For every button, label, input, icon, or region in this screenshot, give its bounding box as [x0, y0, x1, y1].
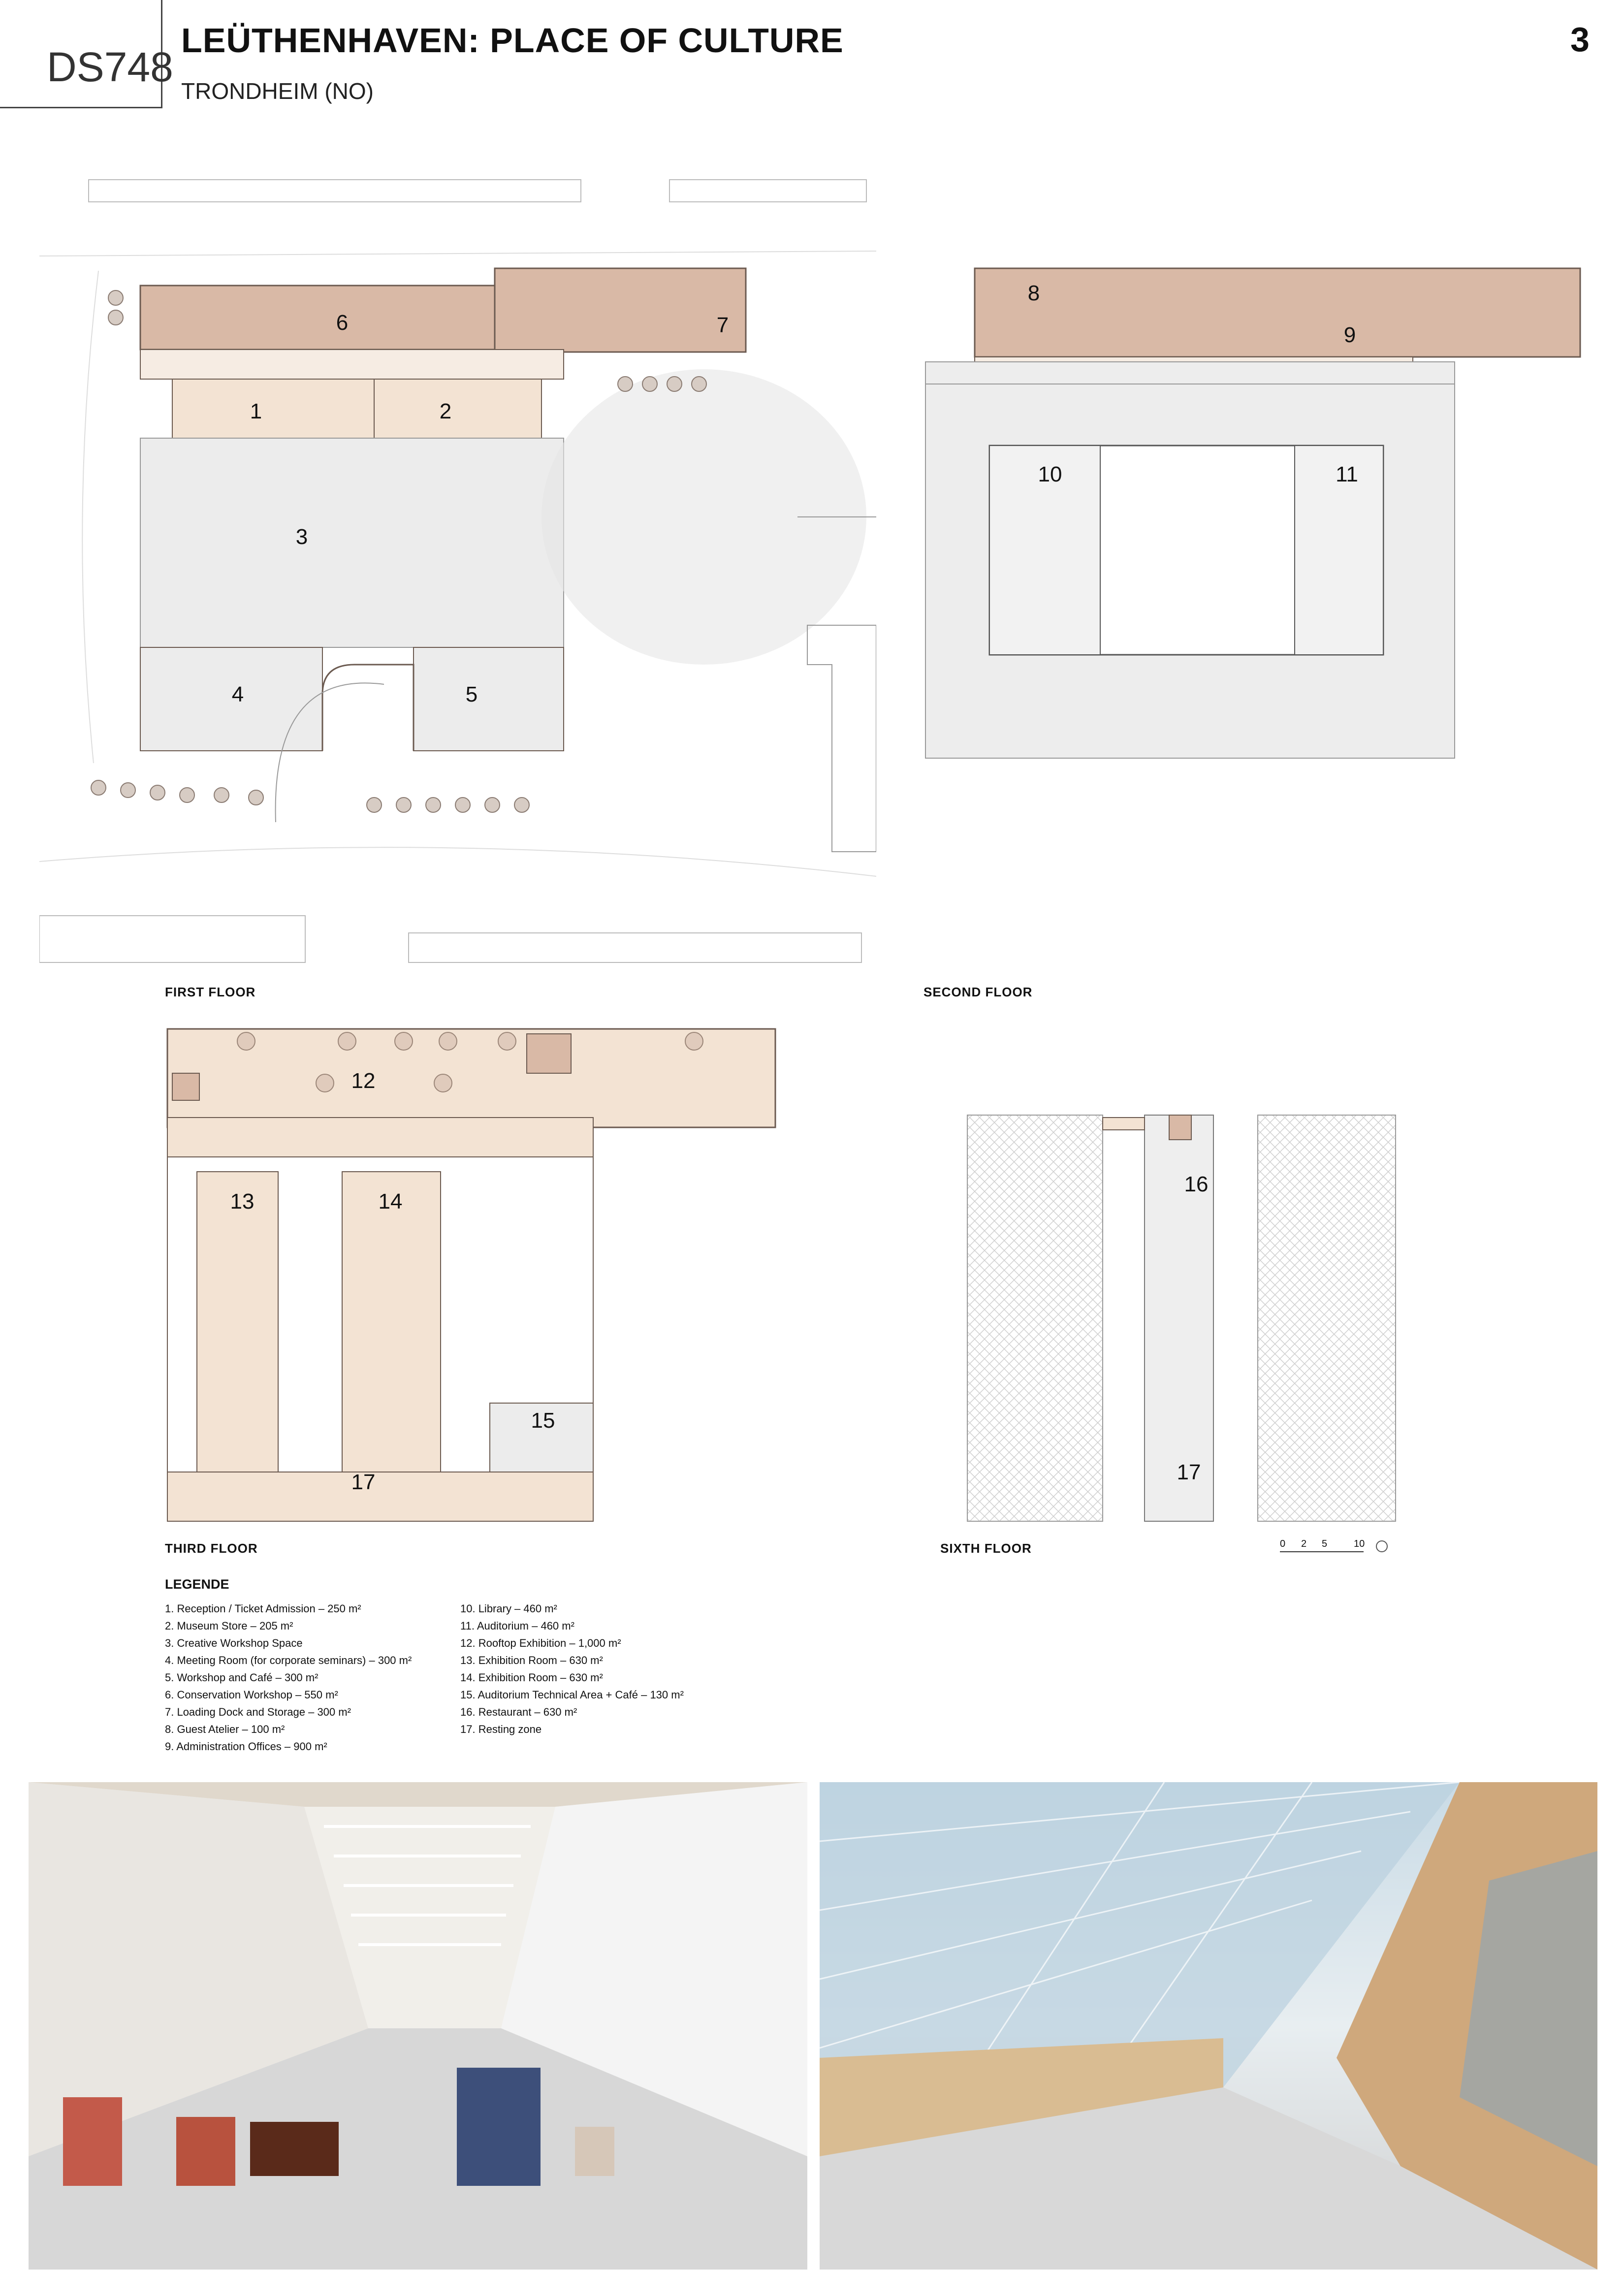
first-floor-plan [39, 172, 876, 970]
room-num-16: 16 [1184, 1172, 1209, 1196]
legend-item: 5. Workshop and Café – 300 m² [165, 1671, 318, 1684]
north-arrow-icon [1376, 1540, 1388, 1552]
third-floor-label: THIRD FLOOR [165, 1541, 258, 1556]
third-floor-plan [158, 1019, 788, 1531]
first-floor-label: FIRST FLOOR [165, 985, 256, 999]
scale-tick-0: 0 [1280, 1538, 1286, 1549]
legend-item: 6. Conservation Workshop – 550 m² [165, 1689, 338, 1701]
room-num-10: 10 [1038, 462, 1062, 486]
legend-item: 16. Restaurant – 630 m² [460, 1706, 577, 1718]
roof-hatch-left [967, 1115, 1103, 1521]
room-num-14: 14 [378, 1189, 403, 1214]
room-9-block [975, 268, 1580, 357]
room-14-block [342, 1172, 441, 1472]
second-floor-plan [916, 261, 1585, 768]
room-num-17-sixth: 17 [1177, 1460, 1201, 1484]
legend-item: 11. Auditorium – 460 m² [460, 1620, 574, 1632]
legend-item: 1. Reception / Ticket Admission – 250 m² [165, 1602, 361, 1615]
room-num-15: 15 [531, 1408, 555, 1433]
room-num-11: 11 [1336, 462, 1358, 486]
room-num-9: 9 [1343, 323, 1356, 347]
room-17-block [167, 1472, 593, 1521]
legend-item: 2. Museum Store – 205 m² [165, 1620, 293, 1632]
legend-title: LEGENDE [165, 1577, 229, 1592]
legend-right-column [460, 1600, 684, 1738]
scale-bar [1280, 1538, 1393, 1553]
legend-left-column [165, 1600, 412, 1755]
room-num-17-third: 17 [351, 1470, 376, 1494]
legend-item: 4. Meeting Room (for corporate seminars) – 300 m² [165, 1654, 412, 1666]
room-num-8: 8 [1027, 281, 1040, 305]
scale-tick-2: 2 [1301, 1538, 1307, 1549]
project-code: DS748 [47, 44, 173, 90]
legend-item: 17. Resting zone [460, 1723, 542, 1735]
room-num-2: 2 [439, 399, 452, 423]
sixth-floor-label: SIXTH FLOOR [940, 1541, 1032, 1556]
legend-item: 9. Administration Offices – 900 m² [165, 1740, 327, 1753]
room-6-block [140, 286, 505, 350]
scale-tick-5: 5 [1322, 1538, 1328, 1549]
page-subtitle: TRONDHEIM (NO) [181, 78, 374, 104]
room-num-7: 7 [716, 313, 729, 337]
room-num-1: 1 [250, 399, 262, 423]
legend-item: 15. Auditorium Technical Area + Café – 130 m² [460, 1689, 684, 1701]
room-num-6: 6 [336, 311, 349, 335]
second-floor-label: SECOND FLOOR [923, 985, 1033, 999]
legend-item: 12. Rooftop Exhibition – 1,000 m² [460, 1637, 621, 1649]
legend-item: 14. Exhibition Room – 630 m² [460, 1671, 603, 1684]
room-num-5: 5 [465, 682, 478, 706]
legend-item: 10. Library – 460 m² [460, 1602, 557, 1615]
legend-item: 7. Loading Dock and Storage – 300 m² [165, 1706, 351, 1718]
page-title: LEÜTHENHAVEN: PLACE OF CULTURE [181, 21, 844, 60]
scale-tick-10: 10 [1354, 1538, 1365, 1549]
page-number: 3 [1570, 20, 1590, 59]
legend-item: 13. Exhibition Room – 630 m² [460, 1654, 603, 1666]
rooftop-hall-render [820, 1782, 1597, 2270]
room-12-block [167, 1029, 775, 1127]
legend-item: 8. Guest Atelier – 100 m² [165, 1723, 285, 1735]
scale-line [1280, 1551, 1364, 1552]
room-13-block [197, 1172, 278, 1472]
sixth-floor-plan [960, 1108, 1403, 1526]
room-num-4: 4 [231, 682, 244, 706]
room-7-block [495, 268, 746, 352]
legend-item: 3. Creative Workshop Space [165, 1637, 303, 1649]
exhibition-hall-render [29, 1782, 807, 2270]
roof-hatch-right [1258, 1115, 1396, 1521]
room-num-12: 12 [351, 1069, 376, 1093]
room-num-3: 3 [295, 525, 308, 549]
room-num-13: 13 [230, 1189, 255, 1214]
